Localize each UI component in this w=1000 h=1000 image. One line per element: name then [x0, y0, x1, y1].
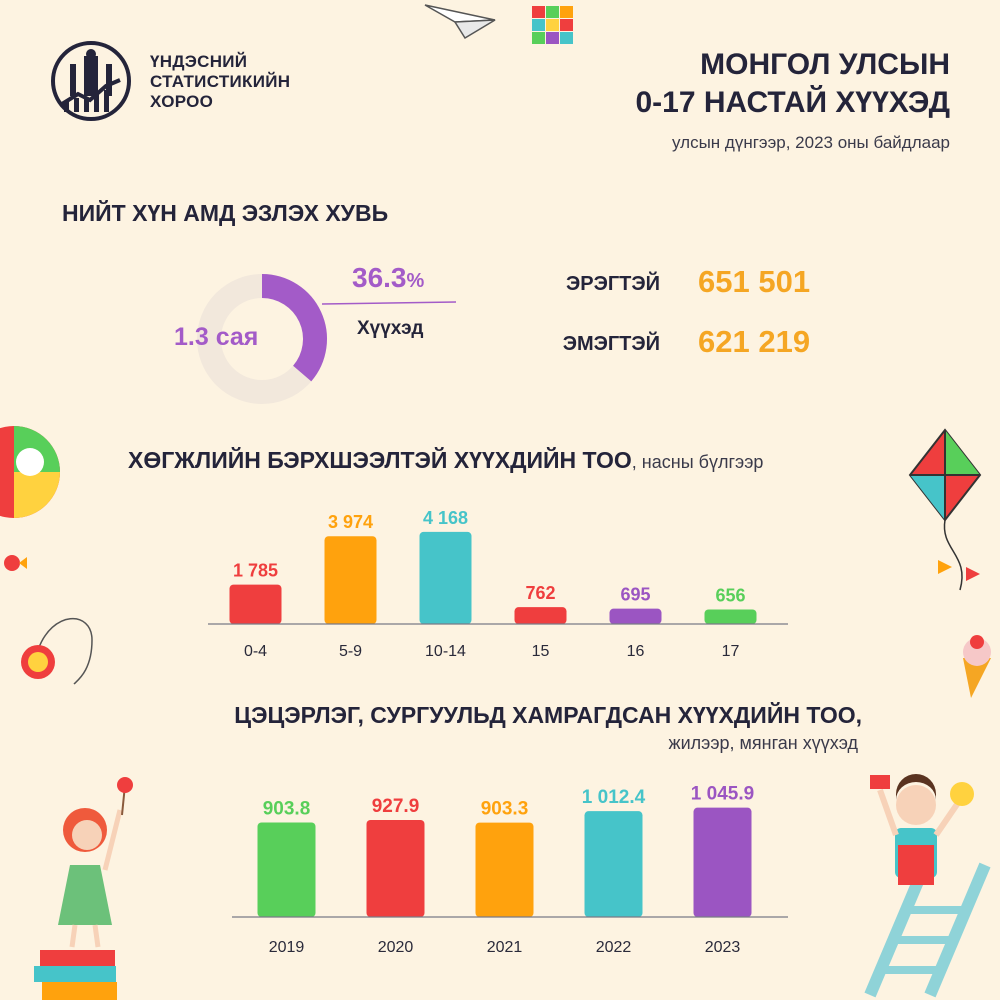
bar-value-label: 1 012.4	[581, 787, 646, 809]
yoyo-icon	[12, 610, 102, 690]
bar	[585, 811, 643, 917]
male-label: ЭРЭГТЭЙ	[566, 273, 660, 295]
category-label: 5-9	[338, 643, 363, 660]
ice-cream-icon	[955, 630, 1000, 700]
chart-title-text: ЦЭЦЭРЛЭГ, СУРГУУЛЬД ХАМРАГДСАН ХҮҮХДИЙН ТОО	[234, 702, 856, 728]
girl-illustration	[30, 775, 145, 1000]
enrollment-chart-title	[234, 702, 862, 729]
category-label: 2023	[704, 939, 741, 956]
enrollment-bar-chart	[232, 775, 792, 965]
category-label: 15	[531, 643, 550, 660]
bar-value-label: 656	[715, 585, 746, 606]
boy-on-ladder-illustration	[850, 770, 1000, 1000]
bar-value-label: 4 168	[422, 507, 469, 528]
male-value: 651 501	[698, 264, 811, 299]
bar	[325, 536, 377, 624]
page-title	[636, 46, 951, 122]
bar-value-label: 1 785	[232, 560, 279, 581]
children-percent	[352, 262, 424, 294]
paper-plane-icon	[420, 0, 500, 40]
logo-line: СТАТИСТИКИЙН	[150, 72, 291, 91]
bar	[476, 823, 534, 917]
category-label: 10-14	[425, 643, 466, 660]
category-label: 0-4	[243, 643, 268, 660]
percent-value: 36.3	[352, 262, 407, 293]
chart-subtitle-text: , насны бүлгээр	[631, 452, 764, 472]
category-label: 2019	[268, 939, 305, 956]
bar	[230, 585, 282, 624]
logo-line: ҮНДЭСНИЙ	[150, 52, 248, 71]
bar-value-label: 903.8	[262, 798, 311, 820]
bar-value-label: 3 974	[327, 512, 374, 533]
bar	[610, 609, 662, 624]
chart-title-comma: ,	[855, 702, 862, 728]
page-subtitle: улсын дүнгээр, 2023 оны байдлаар	[672, 133, 950, 152]
category-label: 2020	[377, 939, 414, 956]
title-line-1: МОНГОЛ УЛСЫН	[700, 48, 950, 81]
bar-value-label: 903.3	[480, 798, 529, 820]
total-children: 1.3 сая	[174, 323, 259, 351]
disability-chart-title	[128, 447, 763, 474]
category-label: 16	[626, 643, 645, 660]
percent-sign: %	[406, 270, 425, 292]
bar	[705, 610, 757, 624]
kite-icon	[900, 425, 1000, 600]
bar-value-label: 927.9	[371, 795, 420, 817]
bar-value-label: 1 045.9	[690, 783, 755, 805]
category-label: 17	[721, 643, 740, 660]
bar	[258, 823, 316, 917]
beach-ball-icon	[0, 422, 62, 522]
bar	[515, 607, 567, 624]
nso-logo	[50, 40, 132, 122]
category-label: 2022	[595, 939, 632, 956]
population-section-title: НИЙТ ХҮН АМД ЭЗЛЭХ ХУВЬ	[62, 200, 389, 226]
chart-title-text: ХӨГЖЛИЙН БЭРХШЭЭЛТЭЙ ХҮҮХДИЙН ТОО	[128, 447, 632, 473]
disability-bar-chart	[208, 500, 808, 670]
female-label: ЭМЭГТЭЙ	[562, 333, 660, 355]
rubik-cube-icon	[528, 2, 580, 48]
logo-line: ХОРОО	[150, 92, 214, 111]
bar	[367, 820, 425, 917]
candy-icon	[0, 548, 28, 578]
bar	[694, 808, 752, 917]
enrollment-chart-subtitle: жилээр, мянган хүүхэд	[668, 733, 858, 753]
female-value: 621 219	[698, 324, 811, 359]
percent-leader-line	[322, 298, 458, 310]
bar-value-label: 695	[620, 584, 651, 605]
percent-label: Хүүхэд	[357, 318, 424, 339]
logo-text	[150, 52, 290, 112]
donut-children-arc	[262, 286, 315, 374]
category-label: 2021	[486, 939, 523, 956]
title-line-2: 0-17 НАСТАЙ ХҮҮХЭД	[635, 86, 950, 119]
bar-value-label: 762	[525, 583, 556, 604]
bar	[420, 532, 472, 624]
